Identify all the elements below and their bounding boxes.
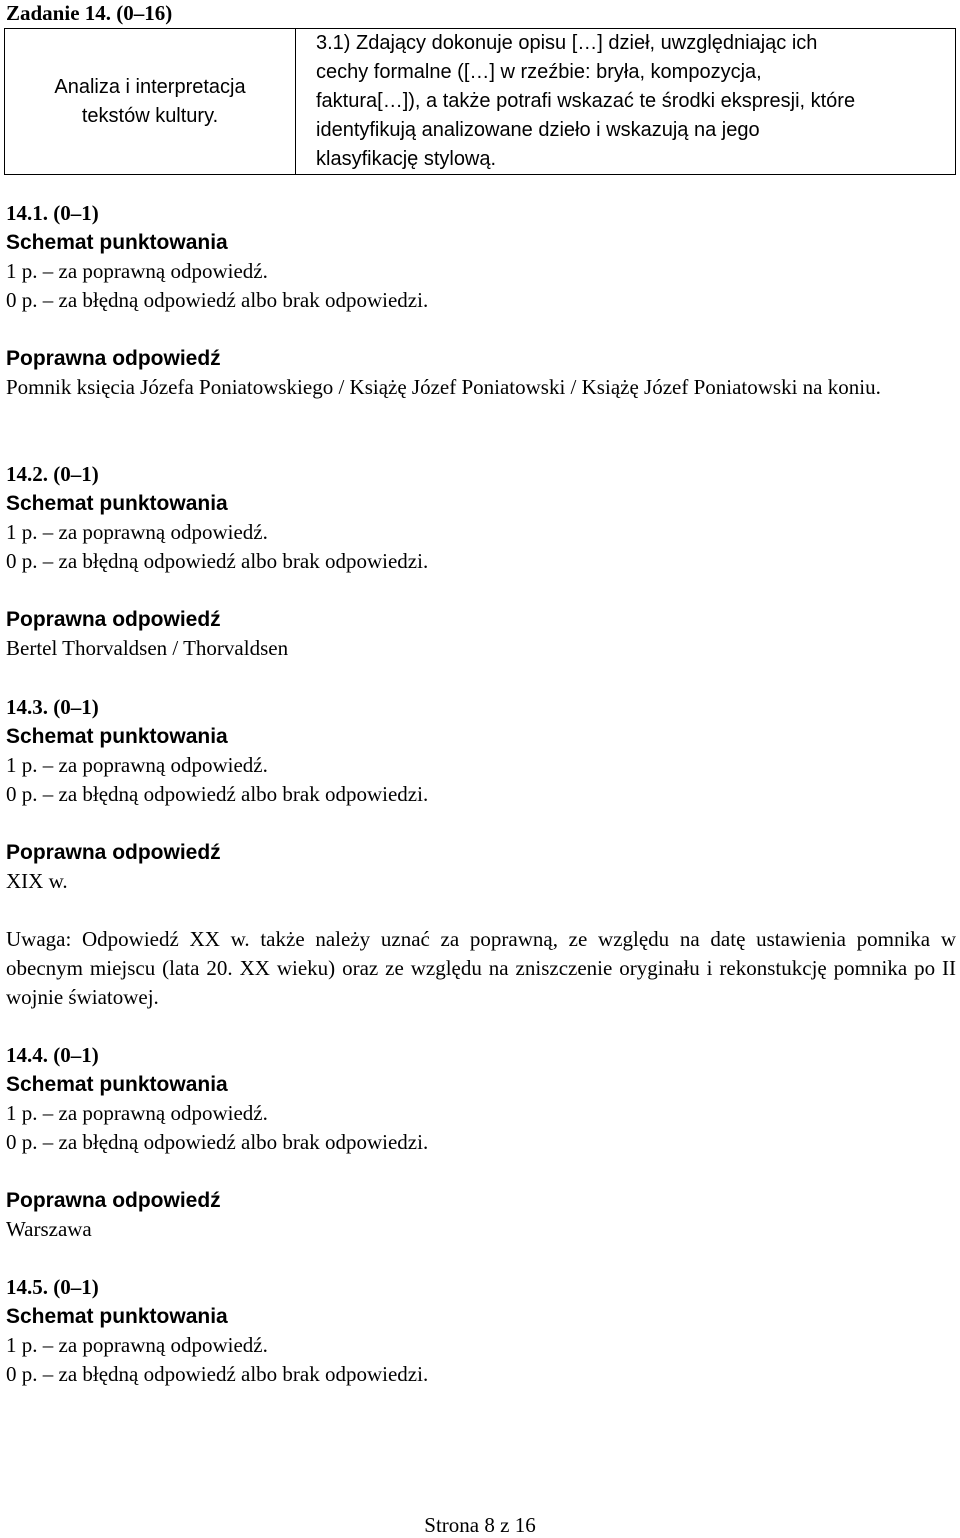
subtask-number: 14.4. (0–1) [6, 1043, 99, 1067]
answer-label: Poprawna odpowiedź [6, 841, 221, 864]
schema-label: Schemat punktowania [6, 1073, 228, 1096]
subtask-number: 14.3. (0–1) [6, 695, 99, 719]
score-one-point: 1 p. – za poprawną odpowiedź. [6, 520, 268, 544]
correct-answer: Bertel Thorvaldsen / Thorvaldsen [6, 636, 289, 660]
subtask-number: 14.1. (0–1) [6, 201, 99, 225]
specific-requirement-cell [296, 29, 956, 175]
schema-label: Schemat punktowania [6, 231, 228, 254]
correct-answer: Pomnik księcia Józefa Poniatowskiego / Książę Józef Poniatowski / Książę Józef Poniatowski na koniu. [6, 375, 881, 399]
task-requirements-table [4, 28, 956, 175]
score-zero-points: 0 p. – za błędną odpowiedź albo brak odpowiedzi. [6, 288, 429, 312]
schema-label: Schemat punktowania [6, 492, 228, 515]
page-number: Strona 8 z 16 [424, 1513, 536, 1537]
subtask-14-3 [6, 693, 956, 1012]
schema-label: Schemat punktowania [6, 725, 228, 748]
specific-requirement-line: faktura[…]), a także potrafi wskazać te środki ekspresji, które [316, 90, 856, 112]
answer-label: Poprawna odpowiedź [6, 1189, 221, 1212]
correct-answer: Warszawa [6, 1217, 92, 1241]
answer-label: Poprawna odpowiedź [6, 608, 221, 631]
subtask-14-1 [6, 199, 956, 402]
subtask-number: 14.5. (0–1) [6, 1275, 99, 1299]
task-title: Zadanie 14. (0–16) [6, 1, 173, 25]
score-one-point: 1 p. – za poprawną odpowiedź. [6, 1333, 268, 1357]
subtask-number: 14.2. (0–1) [6, 462, 99, 486]
specific-requirement-line: cechy formalne ([…] w rzeźbie: bryła, kompozycja, [316, 61, 762, 83]
scoring-note: Uwaga: Odpowiedź XX w. także należy uznać za poprawną, ze względu na datę ustawienia pomnika w obecnym miejscu (lata 20. XX wieku) oraz ze względu na zniszczenie oryginału i rekonstukcję pomnika po II wojnie światowej. [6, 927, 956, 1009]
subtask-14-2 [6, 460, 956, 663]
subtask-14-4 [6, 1041, 956, 1244]
schema-label: Schemat punktowania [6, 1305, 228, 1328]
score-zero-points: 0 p. – za błędną odpowiedź albo brak odpowiedzi. [6, 782, 429, 806]
general-requirement-line: tekstów kultury. [81, 104, 219, 127]
score-one-point: 1 p. – za poprawną odpowiedź. [6, 1101, 268, 1125]
specific-requirement-line: klasyfikację stylową. [316, 148, 497, 170]
correct-answer: XIX w. [6, 869, 68, 893]
score-zero-points: 0 p. – za błędną odpowiedź albo brak odpowiedzi. [6, 549, 429, 573]
general-requirement-line: Analiza i interpretacja [54, 75, 246, 98]
specific-requirement-line: 3.1) Zdający dokonuje opisu […] dzieł, uwzględniając ich [316, 32, 818, 54]
general-requirement-cell [5, 29, 296, 175]
subtask-14-5 [6, 1273, 956, 1389]
score-zero-points: 0 p. – za błędną odpowiedź albo brak odpowiedzi. [6, 1130, 429, 1154]
score-one-point: 1 p. – za poprawną odpowiedź. [6, 753, 268, 777]
score-zero-points: 0 p. – za błędną odpowiedź albo brak odpowiedzi. [6, 1362, 429, 1386]
specific-requirement-line: identyfikują analizowane dzieło i wskazują na jego [316, 119, 760, 141]
answer-label: Poprawna odpowiedź [6, 347, 221, 370]
score-one-point: 1 p. – za poprawną odpowiedź. [6, 259, 268, 283]
